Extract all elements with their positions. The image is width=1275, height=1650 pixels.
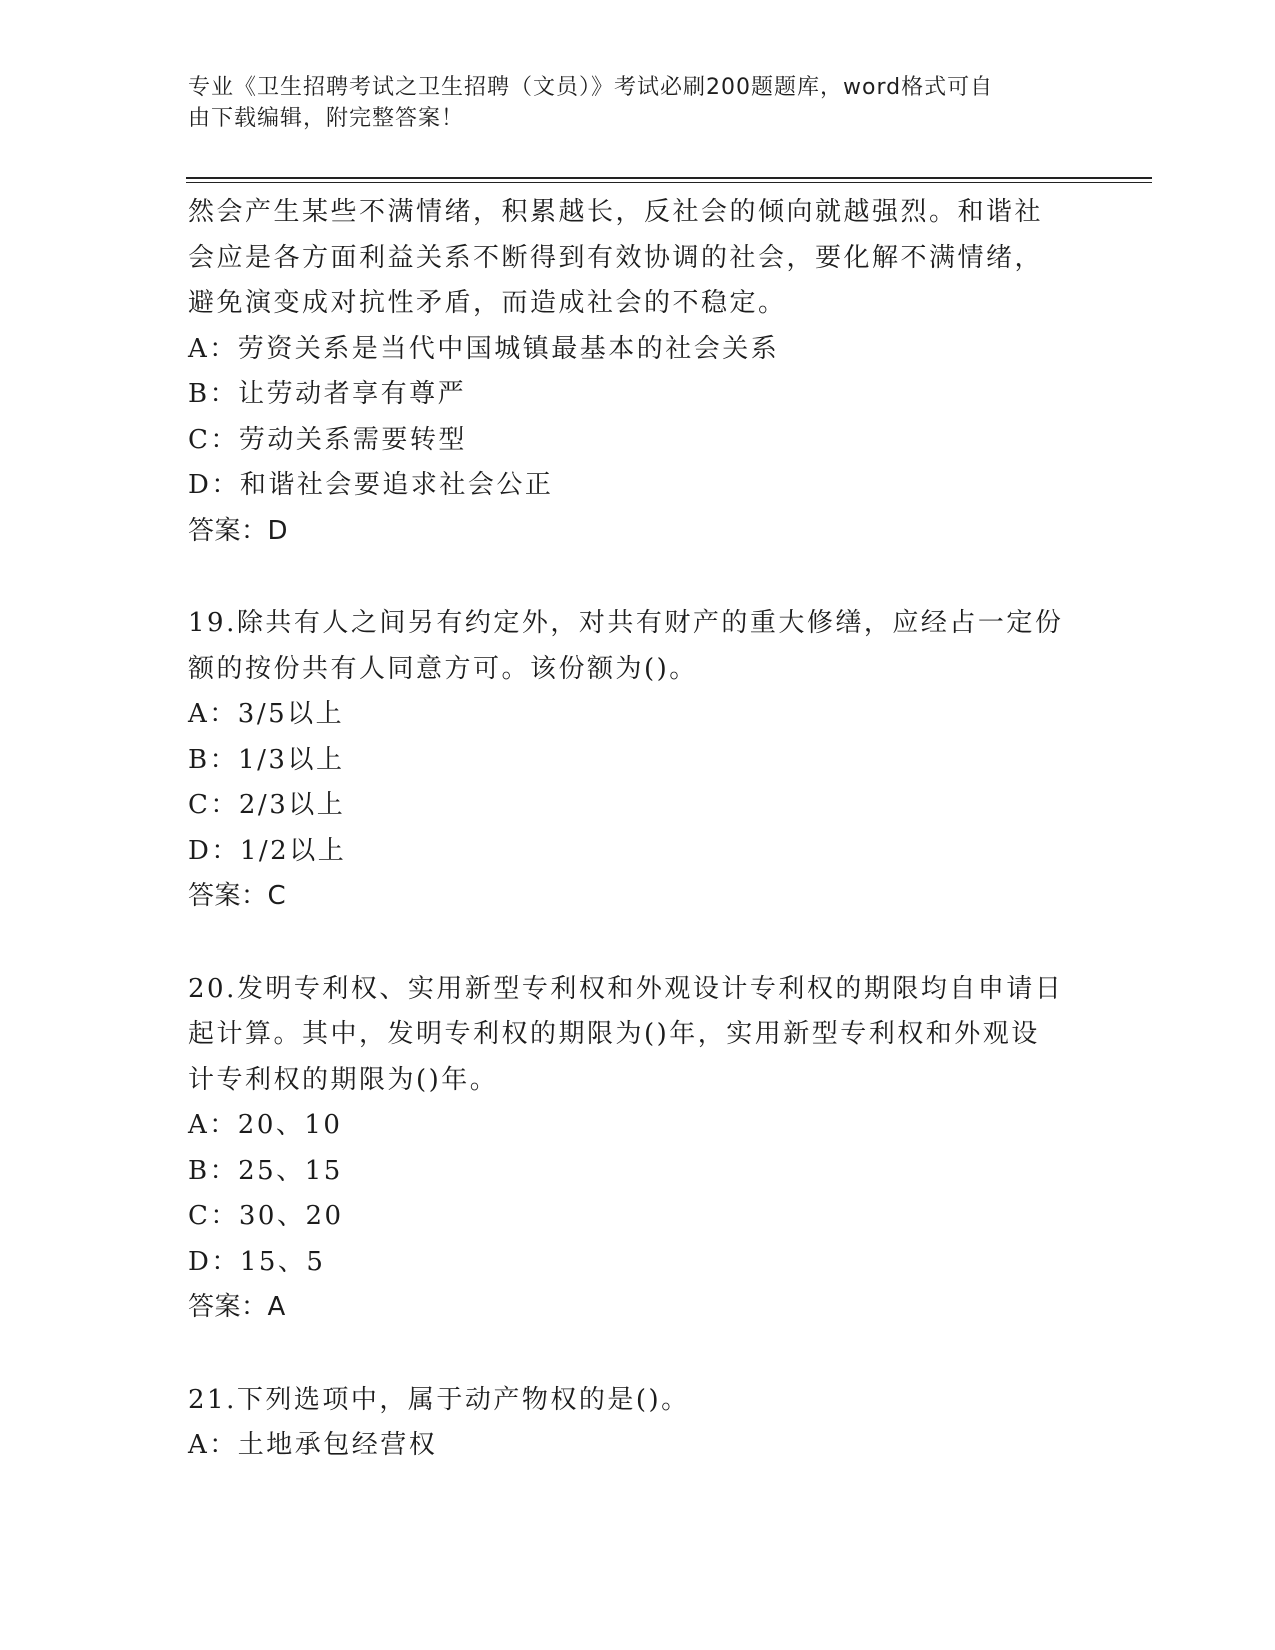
question-text-line: 会应是各方面利益关系不断得到有效协调的社会，要化解不满情绪， bbox=[188, 242, 1044, 273]
header-line-1: 专业《卫生招聘考试之卫生招聘（文员）》考试必刷200题题库，word格式可自 bbox=[188, 75, 994, 100]
header-divider-thick bbox=[186, 177, 1152, 179]
answer-line: 答案：D bbox=[188, 515, 289, 546]
question-text-line: 额的按份共有人同意方可。该份额为()。 bbox=[188, 653, 698, 684]
question-text-line: 然会产生某些不满情绪，积累越长，反社会的倾向就越强烈。和谐社 bbox=[188, 197, 1044, 227]
question-text-line: 20.发明专利权、实用新型专利权和外观设计专利权的期限均自申请日 bbox=[188, 973, 1064, 1004]
option-c: C：30、20 bbox=[188, 1201, 344, 1231]
answer-line: 答案：C bbox=[188, 881, 287, 911]
option-b: B：让劳动者享有尊严 bbox=[188, 379, 467, 409]
spacer bbox=[188, 920, 1088, 967]
question-20-block bbox=[188, 967, 1088, 1331]
question-text-line: 计专利权的期限为()年。 bbox=[188, 1064, 499, 1095]
header-divider-thin bbox=[186, 182, 1152, 183]
option-c: C：2/3以上 bbox=[188, 790, 346, 820]
question-text-line: 起计算。其中，发明专利权的期限为()年，实用新型专利权和外观设 bbox=[188, 1019, 1040, 1049]
question-text-line: 19.除共有人之间另有约定外，对共有财产的重大修缮，应经占一定份 bbox=[188, 608, 1064, 638]
option-b: B：1/3以上 bbox=[188, 744, 345, 775]
question-text-line: 避免演变成对抗性矛盾，而造成社会的不稳定。 bbox=[188, 288, 787, 318]
question-21-block bbox=[188, 1378, 1088, 1469]
option-a: A：3/5以上 bbox=[188, 699, 345, 729]
question-text-line: 21.下列选项中，属于动产物权的是()。 bbox=[188, 1384, 690, 1415]
spacer bbox=[188, 1331, 1088, 1378]
option-d: D：和谐社会要追求社会公正 bbox=[188, 470, 554, 500]
option-d: D：1/2以上 bbox=[188, 835, 347, 866]
answer-line: 答案：A bbox=[188, 1292, 286, 1322]
document-header bbox=[188, 72, 1068, 134]
option-d: D：15、5 bbox=[188, 1246, 326, 1277]
question-18-block bbox=[188, 190, 1088, 554]
option-b: B：25、15 bbox=[188, 1155, 343, 1186]
option-c: C：劳动关系需要转型 bbox=[188, 424, 467, 455]
question-19-block bbox=[188, 601, 1088, 920]
option-a: A：劳资关系是当代中国城镇最基本的社会关系 bbox=[188, 333, 780, 364]
question-content bbox=[188, 190, 1088, 1469]
option-a: A：20、10 bbox=[188, 1110, 343, 1140]
header-line-2: 由下载编辑，附完整答案！ bbox=[188, 106, 465, 131]
option-a: A：土地承包经营权 bbox=[188, 1430, 438, 1460]
spacer bbox=[188, 554, 1088, 601]
